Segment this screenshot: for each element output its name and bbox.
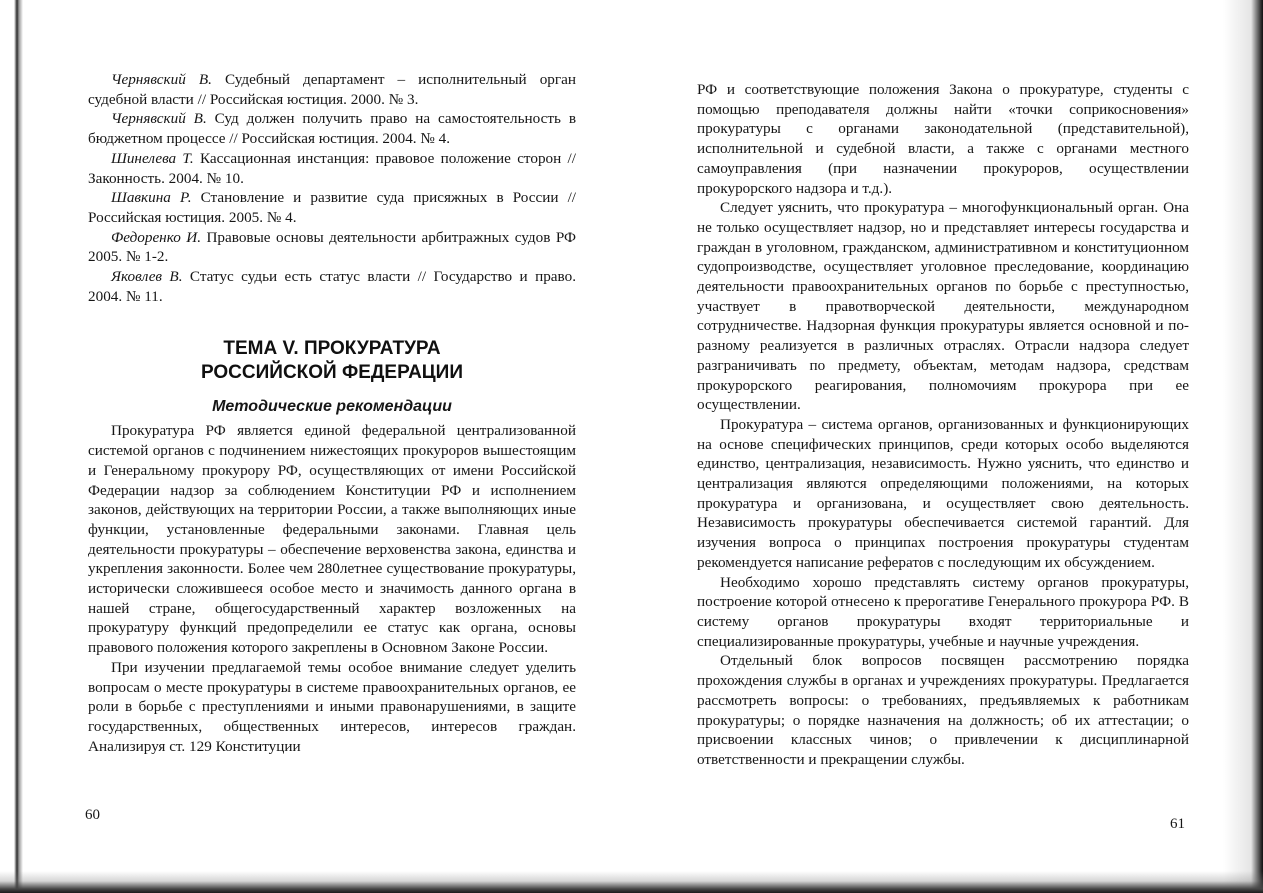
- reference-author: Чернявский В.: [111, 71, 212, 88]
- reference-author: Шавкина Р.: [111, 189, 192, 207]
- reference-text: Кассационная инстанция: правовое положение сторон // Законность. 2004. № 10.: [88, 149, 576, 187]
- reference-author: Шинелева Т.: [111, 149, 194, 167]
- body-paragraph: Отдельный блок вопросов посвящен рассмотрению порядка прохождения службы в органах и учреждениях прокуратуры. Предлагается рассмотреть вопросы: о требованиях, предъявляемых к работникам прокуратуры; о порядке назначения на должность; об их аттестации; о присвоении классных чинов; о привлечении к дисциплинарной ответственности и прекращении службы.: [697, 652, 1189, 768]
- reference-item: [88, 228, 576, 267]
- reference-item: [88, 149, 576, 188]
- page-number-left: 60: [85, 807, 100, 823]
- page-edge-shadow-right: [1223, 0, 1263, 893]
- reference-text: Статус судьи есть статус власти // Государство и право. 2004. № 11.: [88, 268, 576, 305]
- reference-item: [88, 109, 576, 148]
- reference-item: [88, 267, 576, 306]
- right-page-text: [697, 80, 1189, 770]
- section-subheading: Методические рекомендации: [212, 398, 452, 416]
- reference-author: Чернявский В.: [111, 110, 207, 128]
- left-page-text: [88, 70, 576, 756]
- body-paragraph: При изучении предлагаемой темы особое внимание следует уделить вопросам о месте прокуратуры в системе правоохранительных органов, ее роли в борьбе с преступлениями и иными правонарушениями, в защите государственных, общественных интересов, интересов граждан. Анализируя ст. 129 Конституции: [88, 658, 576, 755]
- reference-author: Федоренко И.: [111, 228, 202, 246]
- theme-heading: [88, 337, 576, 385]
- theme-title-line1: ПРОКУРАТУРА: [303, 338, 441, 360]
- reference-text: Суд должен получить право на самостоятельность в бюджетном процессе // Российская юстиция. 2004. № 4.: [88, 110, 576, 148]
- body-paragraph: Прокуратура РФ является единой федеральной централизованной системой органов с подчинением нижестоящих прокуроров вышестоящим и Генеральному прокурору РФ, осуществляющих от имени Российской Федерации надзор за соблюдением Конституции РФ и исполнением законов, действующих на территории России, а также выполняющих иные функции, установленные федеральными законами. Главная цель деятельности прокуратуры – обеспечение верховенства закона, единства и укрепления законности. Более чем 280летнее существование прокуратуры, исторически сложившееся особое место и значимость данного органа в нашей стране, общегосударственный характер возложенных на прокуратуру функций предопределили ее статус как органа, основы правового положения которого закреплены в Основном Законе России.: [88, 422, 576, 657]
- body-paragraph: Прокуратура – система органов, организованных и функционирующих на основе специфических принципов, среди которых особо выделяются единство, централизация, независимость. Нужно уяснить, что единство и централизация являются определяющими положениями, на которых прокуратура и организована, и осуществляет свою деятельность. Независимость прокуратуры обеспечивается системой гарантий. Для изучения вопроса о принципах построения прокуратуры студентам рекомендуется написание рефератов с последующим их обсуждением.: [697, 415, 1189, 571]
- theme-title-line2: РОССИЙСКОЙ ФЕДЕРАЦИИ: [200, 362, 463, 384]
- reference-text: Судебный департамент – исполнительный орган судебной власти // Российская юстиция. 2000. № 3.: [88, 71, 576, 108]
- theme-prefix: ТЕМА V.: [223, 338, 304, 360]
- body-paragraph: Необходимо хорошо представлять систему органов прокуратуры, построение которой отнесено к прерогативе Генерального прокурора РФ. В систему органов прокуратуры входят территориальные и специализированные прокуратуры, учебные и научные учреждения.: [697, 573, 1189, 650]
- reference-text: Становление и развитие суда присяжных в России // Российская юстиция. 2005. № 4.: [88, 189, 577, 226]
- continuation-paragraph: РФ и соответствующие положения Закона о прокуратуре, студенты с помощью преподавателя должны найти «точки соприкосновения» прокуратуры с органами законодательной (представительной), исполнительной и судебной власти, а также с органами местного самоуправления (при назначении прокуроров, осуществлении прокурорского надзора и т.д.).: [697, 81, 1189, 197]
- reference-item: [88, 70, 576, 109]
- reference-item: [88, 188, 576, 227]
- page-number-right: 61: [1170, 816, 1185, 832]
- reference-text: Правовые основы деятельности арбитражных судов РФ 2005. № 1-2.: [88, 228, 577, 266]
- page-edge-shadow-bottom: [0, 871, 1263, 893]
- reference-author: Яковлев В.: [111, 268, 183, 286]
- book-binding-shadow: [0, 0, 44, 893]
- body-paragraph: Следует уяснить, что прокуратура – многофункциональный орган. Она не только осуществляет надзор, но и представляет интересы государства и граждан в уголовном, гражданском, административном и конституционном судопроизводстве, осуществляет уголовное преследование, координацию деятельности правоохранительных органов по борьбе с преступностью, участвует в правотворческой деятельности, международном сотрудничестве. Надзорная функция прокуратуры является основной и по-разному реализуется в различных отраслях. Отрасли надзора следует разграничивать по предмету, объектам, методам надзора, средствам прокурорского реагирования, полномочиям прокурора при ее осуществлении.: [697, 199, 1189, 414]
